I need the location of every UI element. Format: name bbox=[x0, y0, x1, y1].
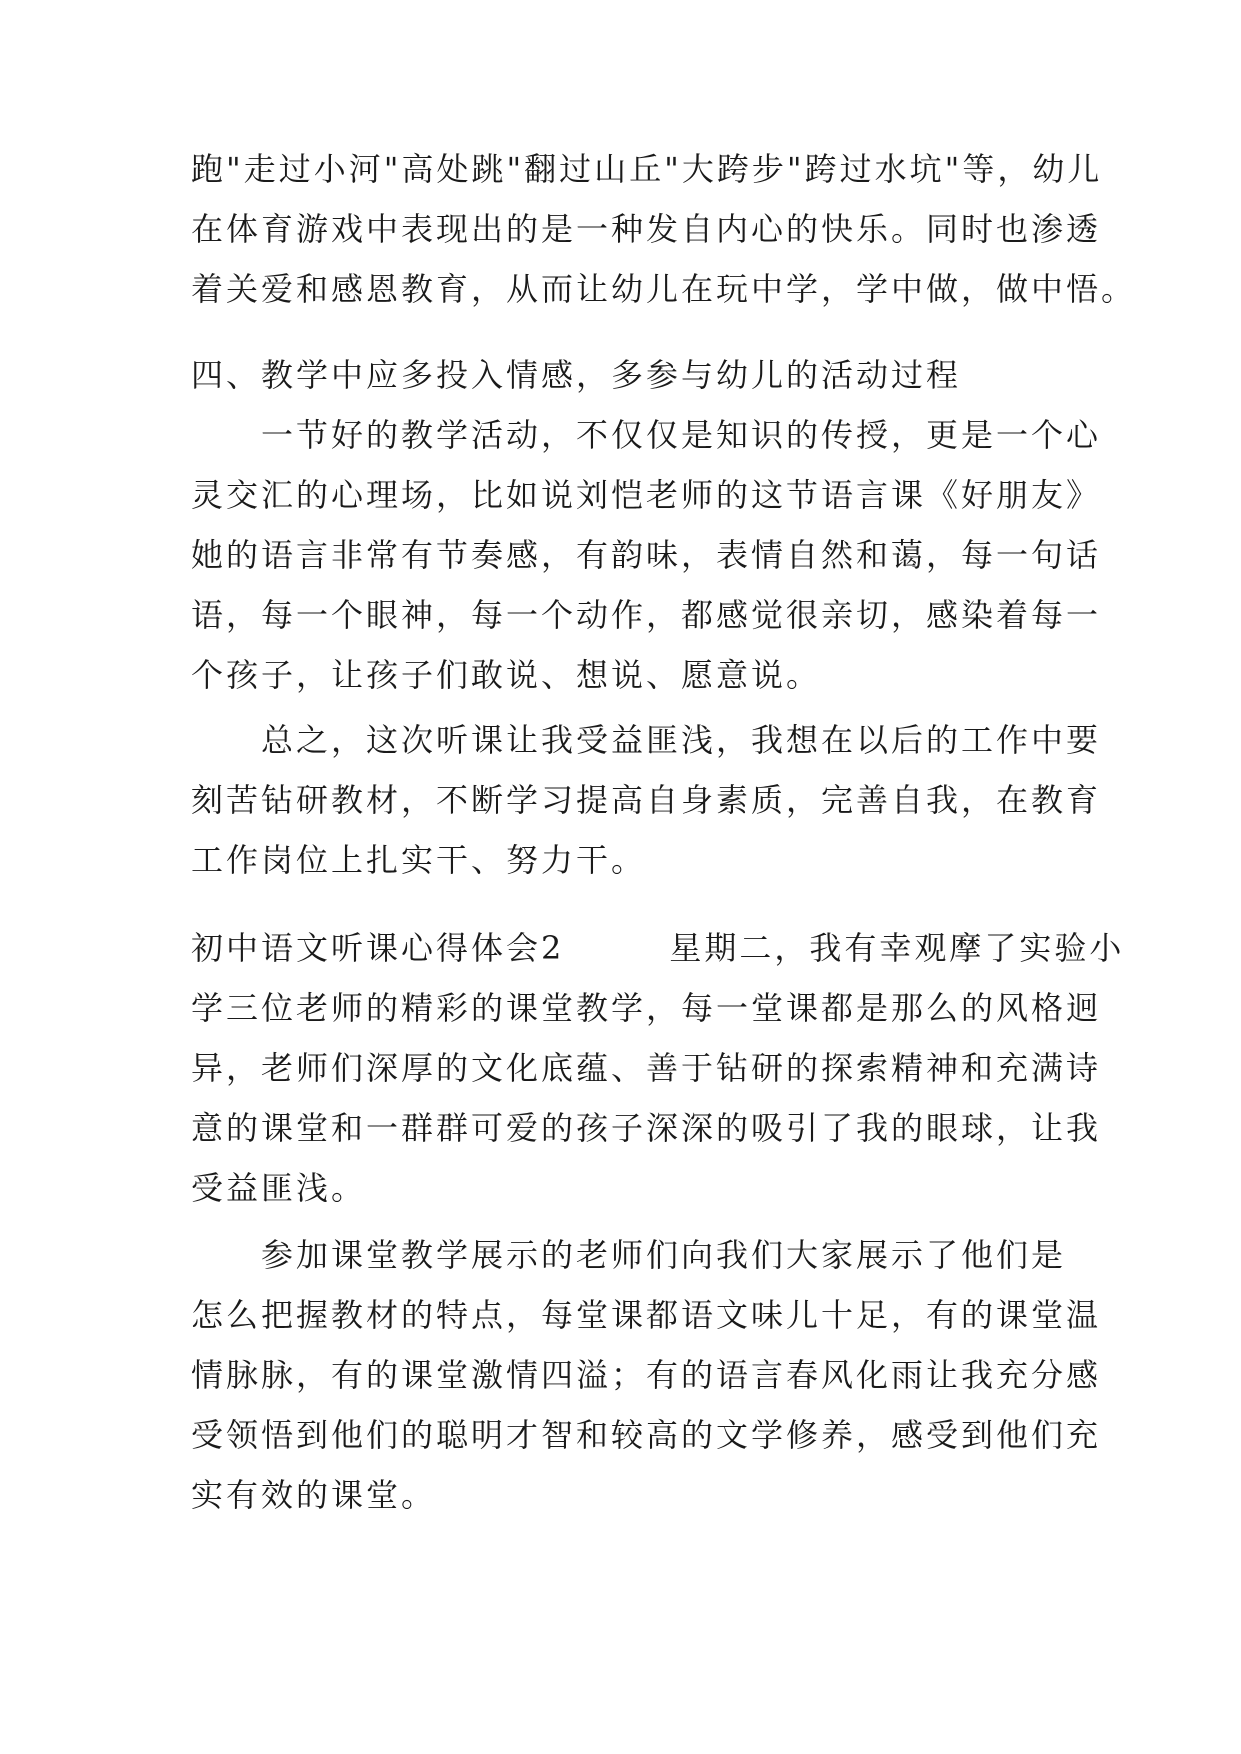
text-line: 总之，这次听课让我受益匪浅，我想在以后的工作中要 bbox=[261, 721, 1102, 759]
section-heading bbox=[191, 345, 1071, 405]
text-line: 刻苦钻研教材，不断学习提高自身素质，完善自我，在教育 bbox=[191, 781, 1102, 819]
paragraph bbox=[191, 1225, 1102, 1525]
text-line: 受领悟到他们的聪明才智和较高的文学修养，感受到他们充 bbox=[191, 1416, 1102, 1454]
text-line: 参加课堂教学展示的老师们向我们大家展示了他们是 bbox=[261, 1236, 1067, 1274]
heading-text: 四、教学中应多投入情感，多参与幼儿的活动过程 bbox=[191, 356, 962, 394]
text-line: 情脉脉，有的课堂激情四溢；有的语言春风化雨让我充分感 bbox=[191, 1356, 1102, 1394]
text-line: 怎么把握教材的特点，每堂课都语文味儿十足，有的课堂温 bbox=[191, 1296, 1102, 1334]
text-line: 着关爱和感恩教育，从而让幼儿在玩中学，学中做，做中悟。 bbox=[191, 270, 1137, 308]
text-line: 跑"走过小河"高处跳"翻过山丘"大跨步"跨过水坑"等，幼儿 bbox=[191, 150, 1103, 188]
text-line: 一节好的教学活动，不仅仅是知识的传授，更是一个心 bbox=[261, 416, 1102, 454]
paragraph bbox=[191, 710, 1102, 890]
text-line: 工作岗位上扎实干、努力干。 bbox=[191, 841, 647, 879]
text-line: 初中语文听课心得体会2 星期二，我有幸观摩了实验小 bbox=[191, 929, 1125, 967]
text-line: 语，每一个眼神，每一个动作，都感觉很亲切，感染着每一 bbox=[191, 596, 1102, 634]
paragraph-continuation bbox=[191, 139, 1137, 319]
paragraph bbox=[191, 405, 1102, 705]
text-line: 她的语言非常有节奏感，有韵味，表情自然和蔼，每一句话 bbox=[191, 536, 1102, 574]
text-line: 个孩子，让孩子们敢说、想说、愿意说。 bbox=[191, 656, 822, 694]
text-line: 在体育游戏中表现出的是一种发自内心的快乐。同时也渗透 bbox=[191, 210, 1102, 248]
text-line: 实有效的课堂。 bbox=[191, 1476, 437, 1514]
text-line: 意的课堂和一群群可爱的孩子深深的吸引了我的眼球，让我 bbox=[191, 1109, 1102, 1147]
text-line: 学三位老师的精彩的课堂教学，每一堂课都是那么的风格迥 bbox=[191, 989, 1102, 1027]
text-line: 异，老师们深厚的文化底蕴、善于钻研的探索精神和充满诗 bbox=[191, 1049, 1102, 1087]
text-line: 灵交汇的心理场，比如说刘恺老师的这节语言课《好朋友》 bbox=[191, 476, 1102, 514]
text-line: 受益匪浅。 bbox=[191, 1169, 367, 1207]
paragraph-section-title bbox=[191, 918, 1125, 1218]
